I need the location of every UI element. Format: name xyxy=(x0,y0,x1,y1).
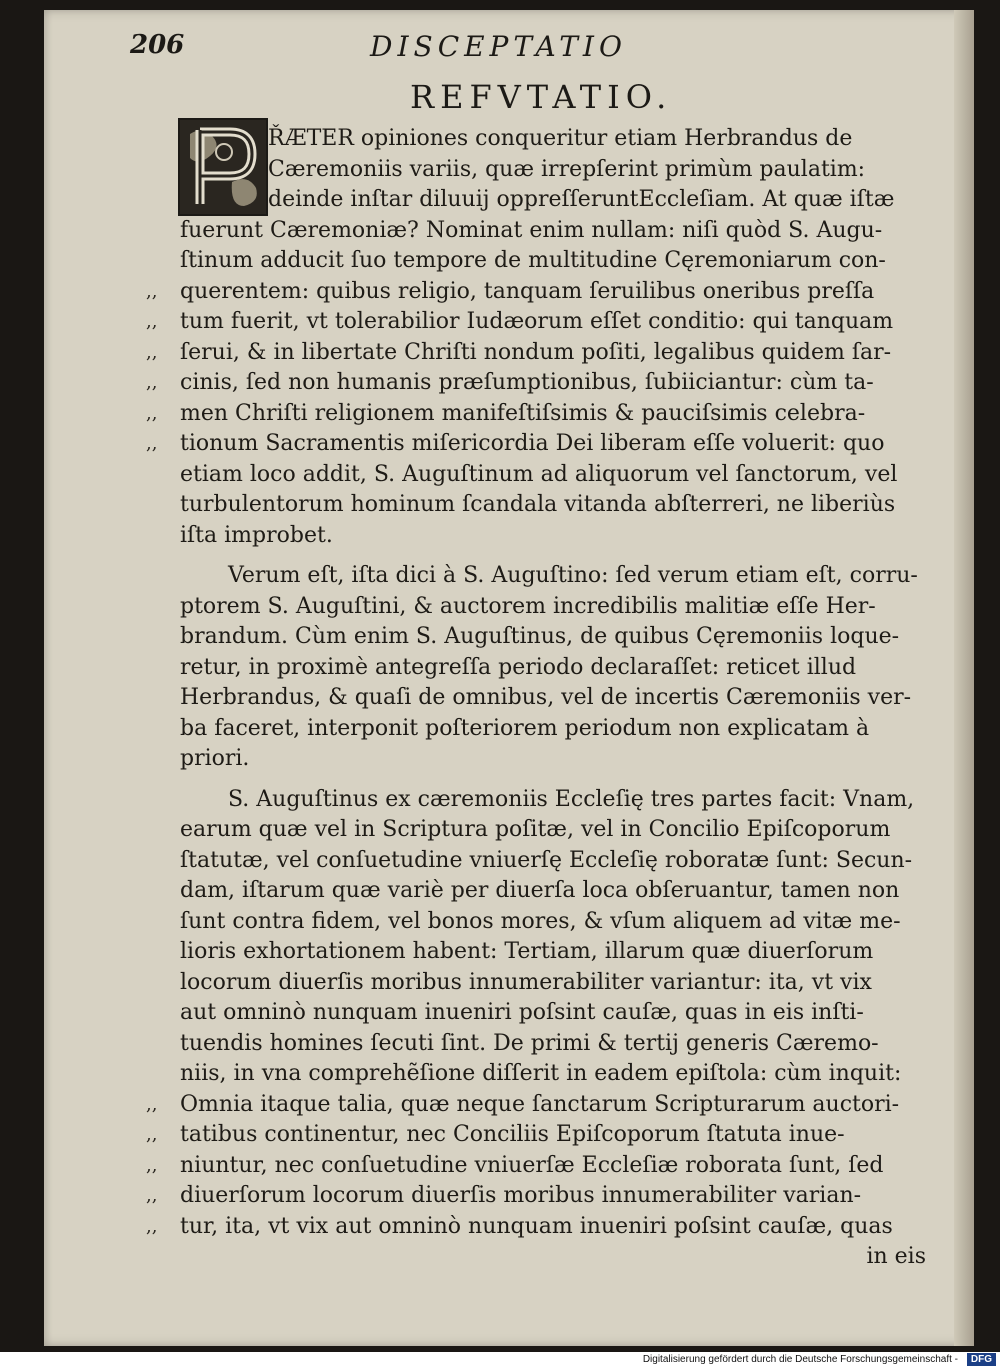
text-line xyxy=(146,368,926,399)
text-line xyxy=(180,490,926,521)
running-head xyxy=(130,30,930,66)
quotation-marker: ,, xyxy=(146,311,158,332)
line-text: aut omninò nunquam inueniri poſsint cauſæ, quas in eis inſti- xyxy=(180,1000,864,1025)
body-text xyxy=(146,124,926,1273)
text-line xyxy=(146,307,926,338)
text-line xyxy=(180,744,926,775)
quotation-marker: ,, xyxy=(146,433,158,454)
text-line xyxy=(180,124,926,155)
section-title: REFVTATIO. xyxy=(410,78,673,116)
text-line xyxy=(146,429,926,460)
line-text: iſta improbet. xyxy=(180,522,333,548)
quotation-marker: ,, xyxy=(146,341,158,363)
text-line xyxy=(180,998,926,1029)
line-text: ſtatutæ, vel conſuetudine vniuerſę Eccleſię roboratæ ſunt: Secun- xyxy=(180,847,913,873)
line-text: ba faceret, interponit poſteriorem periodum non explicatam à xyxy=(180,715,870,741)
text-line xyxy=(180,846,926,877)
line-text: dam, iſtarum quæ variè per diuerſa loca obſeruantur, tamen non xyxy=(180,878,900,903)
line-text: locorum diuerſis moribus innumerabiliter variantur: ita, vt vix xyxy=(180,969,872,995)
text-line xyxy=(180,561,926,592)
text-line xyxy=(180,521,926,552)
text-line xyxy=(146,399,926,430)
line-text: men Chriſti religionem manifeſtiſsimis & pauciſsimis celebra- xyxy=(180,400,866,426)
quotation-marker: ,, xyxy=(146,280,158,302)
text-line xyxy=(180,815,926,846)
text-line xyxy=(180,876,926,907)
line-text: tatibus continentur, nec Conciliis Epiſcoporum ſtatuta inue- xyxy=(180,1122,845,1147)
text-line xyxy=(180,937,926,968)
line-text: S. Auguſtinus ex cæremoniis Eccleſię tres partes facit: Vnam, xyxy=(228,786,915,812)
catchword: in eis xyxy=(866,1244,926,1269)
quotation-marker: ,, xyxy=(146,1185,158,1206)
line-text: diuerſorum locorum diuerſis moribus innumerabiliter varian- xyxy=(180,1183,862,1208)
text-line xyxy=(180,1059,926,1090)
text-line xyxy=(180,714,926,745)
line-text: brandum. Cùm enim S. Auguſtinus, de quibus Cęremoniis loque- xyxy=(180,624,900,649)
text-line xyxy=(146,277,926,308)
text-line xyxy=(180,460,926,491)
running-title: DISCEPTATIO xyxy=(370,30,627,63)
line-text: tur, ita, vt vix aut omninò nunquam inueniri poſsint cauſæ, quas xyxy=(180,1213,893,1239)
text-line xyxy=(146,1212,926,1243)
line-text: niuntur, nec conſuetudine vniuerſæ Eccleſiæ roborata ſunt, ſed xyxy=(180,1152,884,1178)
line-text: tum fuerit, vt tolerabilior Iudæorum eſſet conditio: qui tanquam xyxy=(180,309,894,334)
text-line xyxy=(180,683,926,714)
line-text: earum quæ vel in Scriptura poſitæ, vel in Concilio Epiſcoporum xyxy=(180,817,891,842)
text-line xyxy=(180,246,926,277)
line-text: ſtinum adducit ſuo tempore de multitudine Cęremoniarum con- xyxy=(180,248,886,273)
line-text: Verum eſt, iſta dici à S. Auguſtino: ſed verum etiam eſt, corru- xyxy=(228,563,918,588)
line-text: ŘÆTER opiniones conqueritur etiam Herbrandus de xyxy=(268,126,853,151)
line-text: Cæremoniis variis, quæ irrepſerint primùm paulatim: xyxy=(268,156,866,182)
line-text: Omnia itaque talia, quæ neque ſanctarum Scripturarum auctori- xyxy=(180,1091,900,1117)
text-line xyxy=(180,155,926,186)
line-text: turbulentorum hominum ſcandala vitanda abſterreri, ne liberiùs xyxy=(180,492,896,517)
line-text: querentem: quibus religio, tanquam ſeruilibus oneribus preſſa xyxy=(180,278,875,304)
catchword-line xyxy=(180,1242,926,1273)
line-text: ptorem S. Auguſtini, & auctorem incredibilis malitiæ eſſe Her- xyxy=(180,593,876,619)
quotation-marker: ,, xyxy=(146,1154,158,1176)
text-line xyxy=(146,338,926,369)
line-text: ſerui, & in libertate Chriſti nondum poſiti, legalibus quidem ſar- xyxy=(180,339,892,365)
line-text: fuerunt Cæremoniæ? Nominat enim nullam: niſi quòd S. Augu- xyxy=(180,217,883,243)
quotation-marker: ,, xyxy=(146,402,158,424)
text-line xyxy=(180,622,926,653)
quotation-marker: ,, xyxy=(146,1093,158,1115)
quotation-marker: ,, xyxy=(146,372,158,393)
line-text: niis, in vna comprehẽſione diſſerit in eadem epiſtola: cùm inquit: xyxy=(180,1061,902,1086)
line-text: etiam loco addit, S. Auguſtinum ad aliquorum vel ſanctorum, vel xyxy=(180,461,898,487)
line-text: tionum Sacramentis miſericordia Dei liberam eſſe voluerit: quo xyxy=(180,431,885,456)
text-line xyxy=(180,185,926,216)
line-text: ſunt contra fidem, vel bonos mores, & vſum aliquem ad vitæ me- xyxy=(180,908,901,934)
text-line xyxy=(180,653,926,684)
text-line xyxy=(146,1090,926,1121)
funding-notice: Digitalisierung gefördert durch die Deutsche Forschungsgemeinschaft - xyxy=(642,1354,958,1365)
footer-bar xyxy=(0,1352,1000,1367)
dfg-logo-icon: DFG xyxy=(967,1353,996,1366)
text-line xyxy=(180,785,926,816)
page-edge xyxy=(954,10,974,1346)
text-line xyxy=(146,1151,926,1182)
quotation-marker: ,, xyxy=(146,1215,158,1237)
line-text: priori. xyxy=(180,746,250,771)
page-number: 206 xyxy=(130,30,185,60)
line-text: tuendis homines ſecuti ſint. De primi & tertij generis Cæremo- xyxy=(180,1030,879,1056)
quotation-marker: ,, xyxy=(146,1124,158,1145)
text-line xyxy=(146,1120,926,1151)
line-text: cinis, ſed non humanis præſumptionibus, ſubiiciantur: cùm ta- xyxy=(180,370,874,395)
line-text: Herbrandus, & quaſi de omnibus, vel de incertis Cæremoniis ver- xyxy=(180,685,912,710)
text-line xyxy=(180,592,926,623)
text-line xyxy=(180,907,926,938)
text-line xyxy=(180,216,926,247)
text-line xyxy=(180,1029,926,1060)
text-line xyxy=(146,1181,926,1212)
text-line xyxy=(180,968,926,999)
line-text: retur, in proximè antegreſſa periodo declaraſſet: reticet illud xyxy=(180,654,857,680)
line-text: deinde inſtar diluuij oppreſſeruntEccleſiam. At quæ iſtæ xyxy=(268,187,895,212)
line-text: lioris exhortationem habent: Tertiam, illarum quæ diuerſorum xyxy=(180,939,874,964)
